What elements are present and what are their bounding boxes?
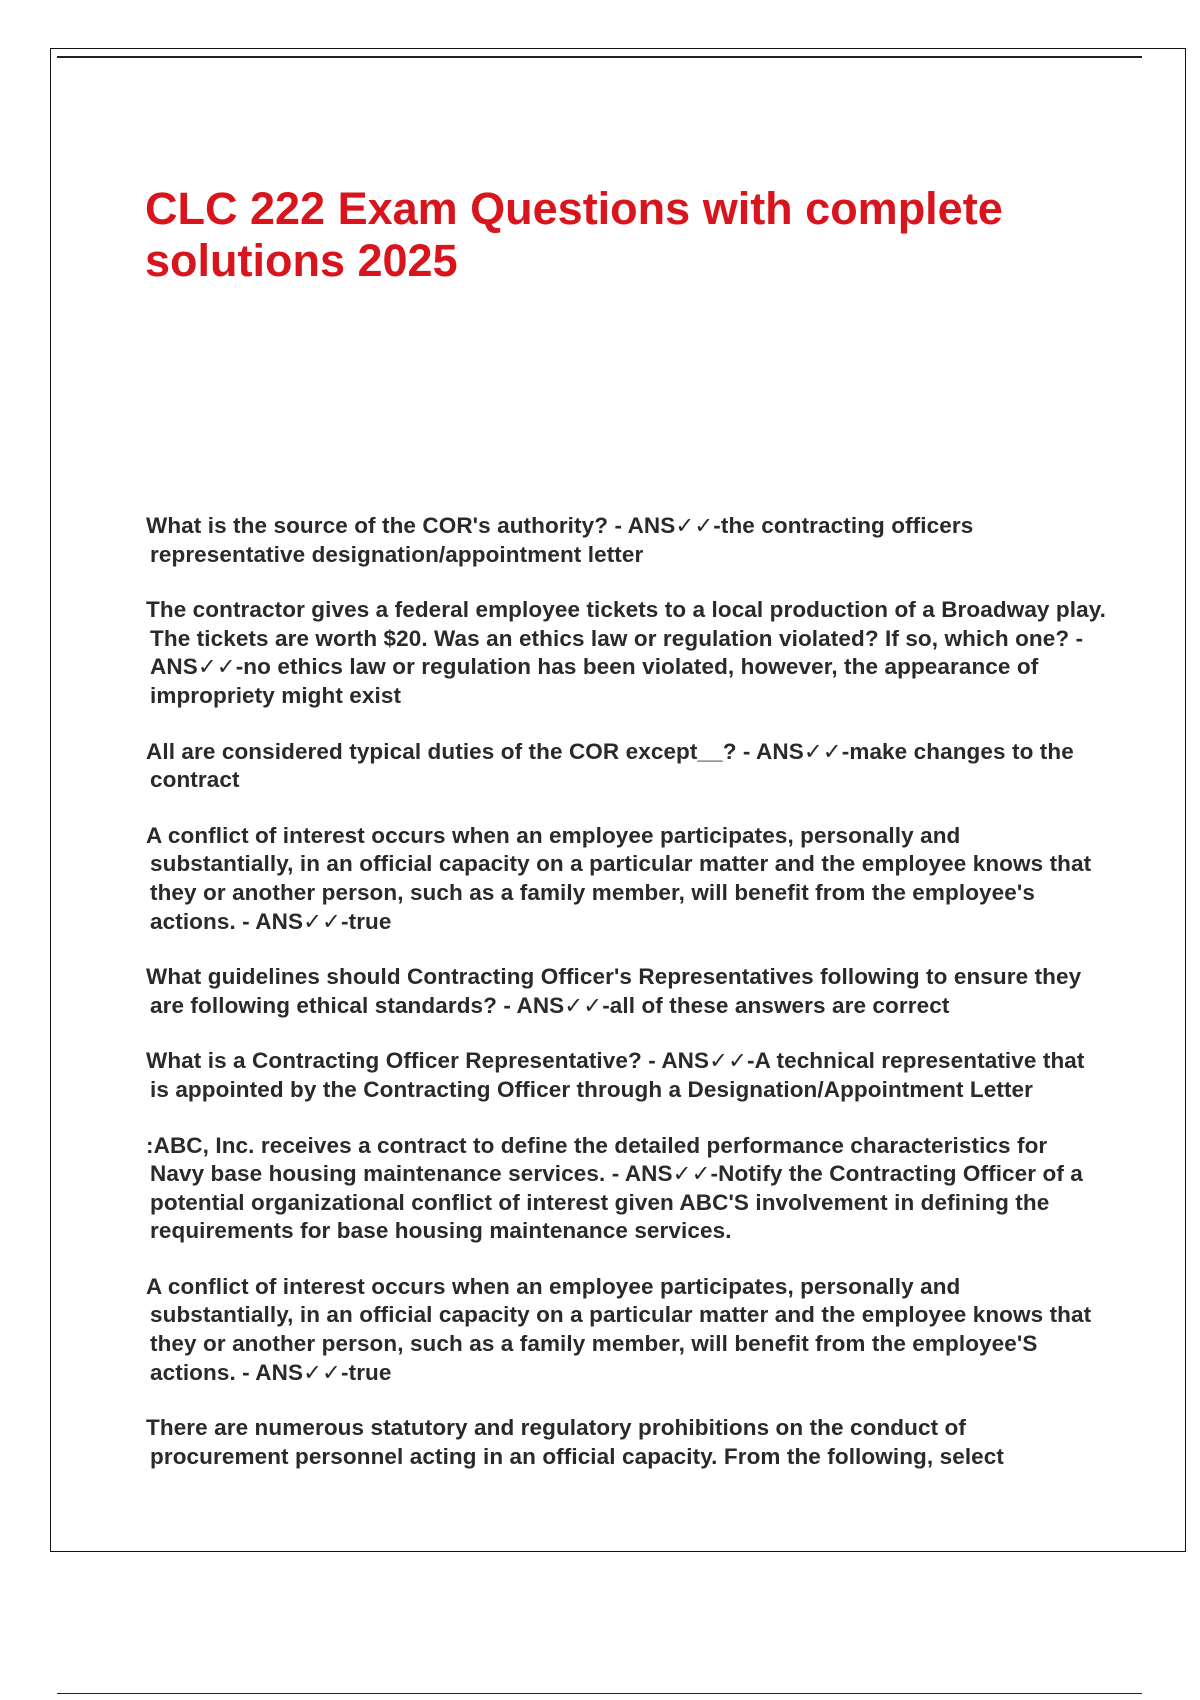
- ans-label: ANS: [516, 992, 565, 1018]
- ans-label: ANS: [661, 1048, 710, 1074]
- document-title: CLC 222 Exam Questions with complete solutions 2025: [145, 183, 1003, 286]
- double-check-icon: ✓✓: [803, 738, 842, 765]
- double-check-icon: ✓✓: [303, 908, 342, 935]
- ans-label: ANS: [627, 513, 676, 538]
- answer-text: -Notify the Contracting Officer of a potential organizational conflict of interest given ABC'S involvement in defining the requirements for base housing maintenance services.: [150, 1161, 1083, 1244]
- qa-item: [146, 512, 1106, 569]
- ans-label: ANS: [756, 738, 804, 764]
- qa-item: [146, 822, 1106, 936]
- question-text: :ABC, Inc. receives a contract to define the detailed performance characteristics for Navy base housing maintenance services. -: [146, 1132, 1048, 1187]
- double-check-icon: ✓✓: [709, 1048, 748, 1075]
- answer-text: -make changes to the contract: [150, 738, 1074, 793]
- qa-item-truncated: [146, 1414, 1106, 1471]
- qa-item: [146, 1273, 1106, 1387]
- double-check-icon: ✓✓: [675, 513, 714, 539]
- double-check-icon: ✓✓: [303, 1359, 342, 1386]
- answer-text: -true: [341, 908, 392, 934]
- qa-item: [146, 1047, 1106, 1104]
- ans-label: ANS: [255, 1359, 304, 1385]
- ans-label: ANS: [150, 654, 198, 680]
- question-text: A conflict of interest occurs when an employee participates, personally and substantially, in an official capacity on a particular matter and the employee knows that they or another person, such as a family member, will benefit from the employee'S actions. -: [146, 1273, 1092, 1385]
- qa-item: [146, 963, 1106, 1020]
- ans-label: ANS: [624, 1161, 673, 1187]
- qa-item: [146, 596, 1106, 710]
- question-text: A conflict of interest occurs when an employee participates, personally and substantially, in an official capacity on a particular matter and the employee knows that they or another person, such as a family member, will benefit from the employee's actions. -: [146, 822, 1092, 934]
- answer-text: -the contracting officers representative designation/appointment letter: [150, 513, 974, 567]
- qa-item: [146, 1132, 1106, 1246]
- question-text: All are considered typical duties of the COR except__? -: [146, 738, 757, 764]
- qa-item: [146, 738, 1106, 795]
- question-text: What is a Contracting Officer Representative? -: [146, 1048, 662, 1074]
- qa-list: [146, 512, 1106, 1498]
- double-check-icon: ✓✓: [197, 654, 236, 681]
- question-text: What is the source of the COR's authority? -: [146, 513, 628, 538]
- bottom-rule: [57, 1693, 1142, 1694]
- answer-text: -no ethics law or regulation has been violated, however, the appearance of impropriety might exist: [150, 654, 1039, 708]
- ans-label: ANS: [255, 908, 304, 934]
- answer-text: -A technical representative that is appointed by the Contracting Officer through a Designation/Appointment Letter: [150, 1048, 1085, 1102]
- answer-text: -all of these answers are correct: [602, 992, 950, 1018]
- answer-text: -true: [341, 1359, 392, 1385]
- question-text: There are numerous statutory and regulatory prohibitions on the conduct of procurement personnel acting in an official capacity. From the following, select: [146, 1415, 1004, 1469]
- question-text: The contractor gives a federal employee tickets to a local production of a Broadway play. The tickets are worth $20. Was an ethics law or regulation violated? If so, which one? -: [146, 597, 1106, 651]
- double-check-icon: ✓✓: [672, 1161, 711, 1188]
- question-text: What guidelines should Contracting Officer's Representatives following to ensure they are following ethical standards? -: [146, 964, 1082, 1018]
- double-check-icon: ✓✓: [564, 992, 603, 1019]
- top-rule: [57, 56, 1142, 58]
